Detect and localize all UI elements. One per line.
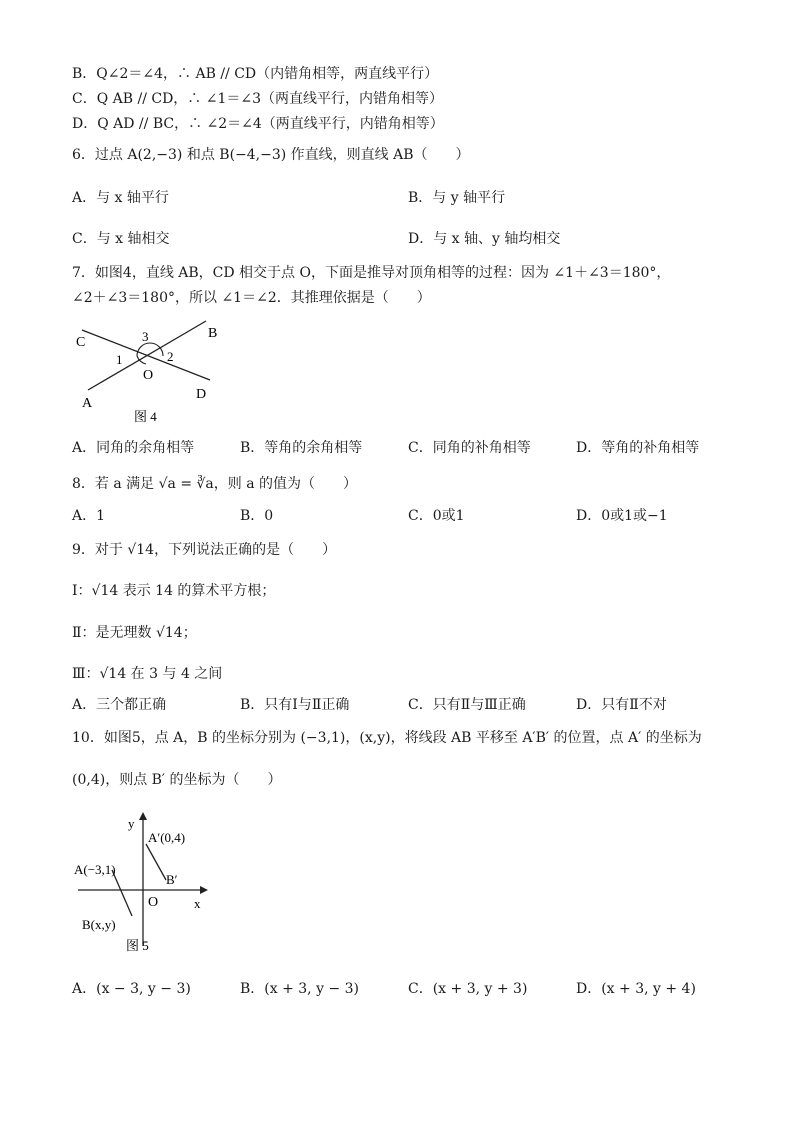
q8-option-a: A．1 bbox=[72, 508, 106, 524]
fig4-label-c: C bbox=[76, 335, 86, 350]
fig4-label-3: 3 bbox=[142, 329, 149, 344]
q6-option-c: C．与 x 轴相交 bbox=[72, 231, 170, 247]
fig4-label-1: 1 bbox=[116, 352, 123, 367]
q10-option-d: D．(x + 3, y + 4) bbox=[576, 981, 696, 997]
q7-stem-line2: ∠2＋∠3＝180°，所以 ∠1＝∠2．其推理依据是（ ） bbox=[72, 290, 431, 306]
q9-statement-3: Ⅲ：√14 在 3 与 4 之间 bbox=[72, 666, 223, 682]
q7-option-c: C．同角的补角相等 bbox=[408, 440, 531, 456]
q10-option-b: B．(x + 3, y − 3) bbox=[240, 981, 359, 997]
q9-statement-2: Ⅱ：是无理数 √14； bbox=[72, 625, 197, 641]
q7-option-d: D．等角的补角相等 bbox=[576, 440, 700, 456]
q10-stem-line2: (0,4)，则点 B′ 的坐标为（ ） bbox=[72, 772, 282, 788]
fig5-label-x: x bbox=[194, 896, 201, 911]
q6-option-d: D．与 x 轴、y 轴均相交 bbox=[408, 231, 561, 247]
q8-option-c: C．0或1 bbox=[408, 508, 465, 524]
q9-statement-1: Ⅰ：√14 表示 14 的算术平方根； bbox=[72, 583, 276, 599]
q7-option-a: A．同角的余角相等 bbox=[72, 440, 195, 456]
fig5-label-b-prime: B′ bbox=[166, 872, 178, 887]
q6-stem: 6．过点 A(2,−3) 和点 B(−4,−3) 作直线，则直线 AB（ ） bbox=[72, 147, 470, 163]
fig5-label-a: A(−3,1) bbox=[74, 862, 116, 877]
q8-option-d: D．0或1或−1 bbox=[576, 508, 668, 524]
fig4-label-2: 2 bbox=[167, 349, 174, 364]
q9-option-a: A．三个都正确 bbox=[72, 697, 167, 713]
q8-option-b: B．0 bbox=[240, 508, 274, 524]
q10-option-c: C．(x + 3, y + 3) bbox=[408, 981, 528, 997]
fig5-label-o: O bbox=[148, 895, 159, 910]
q8-stem: 8．若 a 满足 √a = ∛a，则 a 的值为（ ） bbox=[72, 476, 358, 492]
q5-option-b: B．Q∠2＝∠4，∴ AB // CD（内错角相等，两直线平行） bbox=[72, 66, 439, 82]
q6-option-a: A．与 x 轴平行 bbox=[72, 190, 169, 206]
q9-option-d: D．只有Ⅱ不对 bbox=[576, 697, 667, 713]
q10-option-a: A．(x − 3, y − 3) bbox=[72, 981, 191, 997]
q9-stem: 9．对于 √14，下列说法正确的是（ ） bbox=[72, 542, 337, 558]
q9-option-c: C．只有Ⅱ与Ⅲ正确 bbox=[408, 697, 526, 713]
q7-stem-line1: 7．如图4，直线 AB，CD 相交于点 O，下面是推导对顶角相等的过程：因为 ∠1＋∠3＝180°， bbox=[72, 265, 671, 281]
fig4-label-o: O bbox=[143, 368, 154, 383]
q6-option-b: B．与 y 轴平行 bbox=[408, 190, 506, 206]
q5-option-c: C．Q AB // CD，∴ ∠1＝∠3（两直线平行，内错角相等） bbox=[72, 91, 444, 107]
fig5-label-y: y bbox=[128, 816, 135, 831]
fig4-label-d: D bbox=[196, 387, 207, 402]
fig4-label-a: A bbox=[82, 396, 93, 411]
q10-stem-line1: 10．如图5，点 A，B 的坐标分别为 (−3,1)，(x,y)，将线段 AB 平移至 A′B′ 的位置，点 A′ 的坐标为 bbox=[72, 730, 702, 746]
q5-option-d: D．Q AD // BC，∴ ∠2＝∠4（两直线平行，内错角相等） bbox=[72, 116, 444, 132]
q7-option-b: B．等角的余角相等 bbox=[240, 440, 363, 456]
figure-5 bbox=[70, 808, 220, 958]
fig4-caption: 图 4 bbox=[134, 409, 157, 424]
fig5-caption: 图 5 bbox=[126, 938, 149, 953]
fig5-label-a-prime: A′(0,4) bbox=[148, 830, 186, 845]
fig5-label-b: B(x,y) bbox=[82, 917, 116, 932]
q9-option-b: B．只有Ⅰ与Ⅱ正确 bbox=[240, 697, 350, 713]
fig4-label-b: B bbox=[208, 326, 218, 341]
figure-4 bbox=[70, 318, 230, 428]
